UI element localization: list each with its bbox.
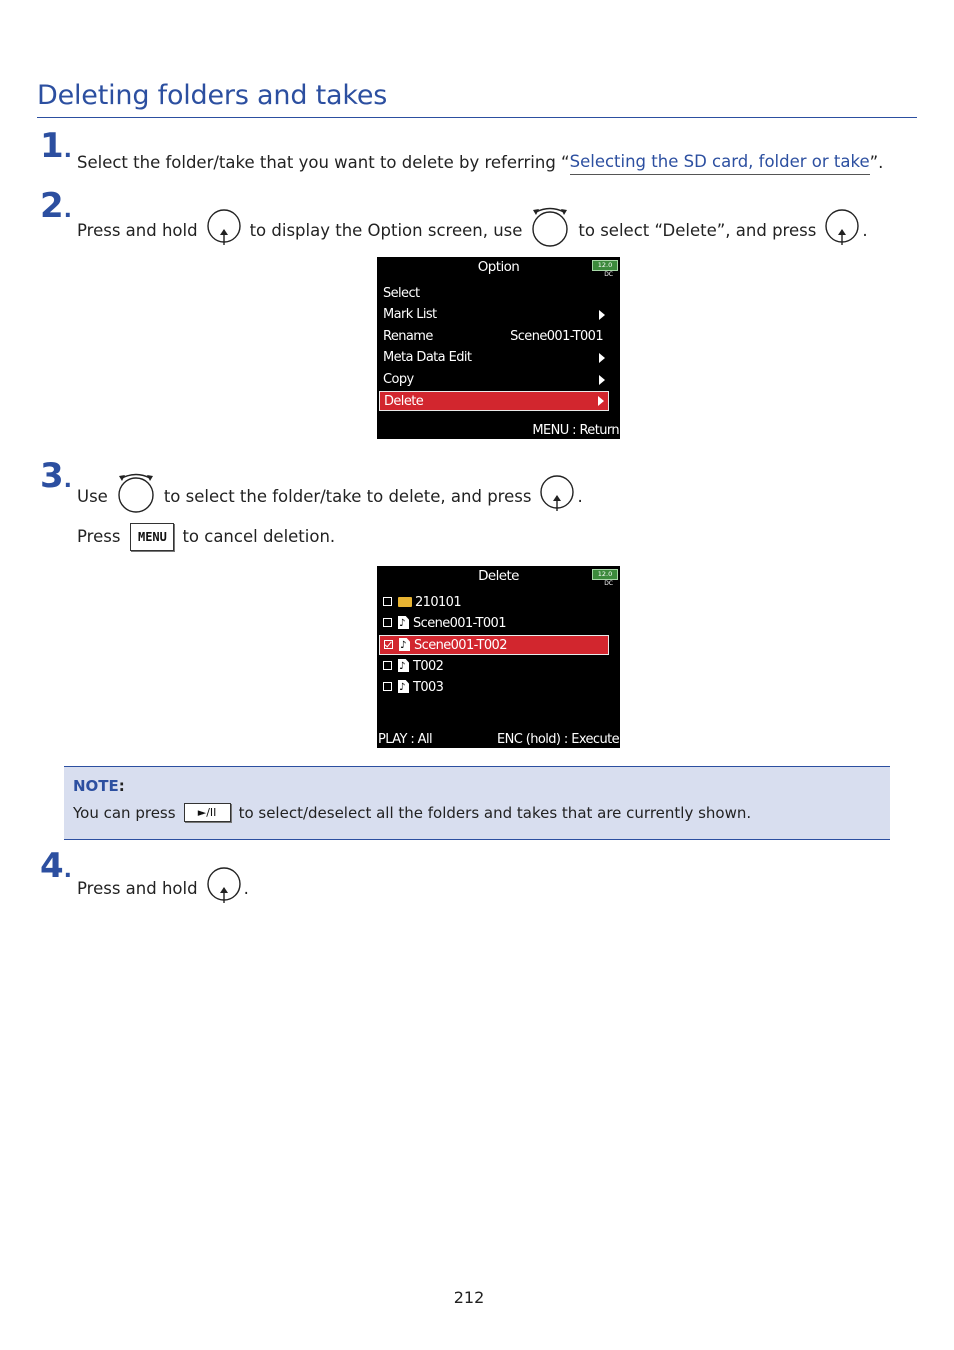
menu-item-meta-data-edit[interactable]: Meta Data Edit — [379, 348, 609, 368]
battery-icon: 12.0 — [592, 569, 618, 580]
audio-file-icon — [398, 680, 409, 693]
option-screen — [377, 257, 620, 439]
page-title: Deleting folders and takes — [37, 80, 917, 118]
step-number: 2. — [40, 186, 73, 226]
step-text: Press and hold — [77, 878, 198, 898]
screen-footer: MENU : Return — [532, 423, 619, 438]
power-source-label: DC — [604, 580, 613, 587]
list-item[interactable]: ♪T003 — [379, 678, 609, 698]
note-box — [64, 766, 890, 840]
checkbox-icon[interactable] — [383, 618, 392, 627]
step-text: Use — [77, 486, 108, 506]
folder-icon — [398, 597, 412, 607]
note-text: to select/deselect all the folders and takes that are currently shown. — [238, 803, 752, 822]
step-text: . — [862, 220, 868, 240]
step-text: to cancel deletion. — [182, 527, 336, 546]
encoder-rotate-icon — [116, 472, 156, 521]
checkbox-checked-icon[interactable] — [384, 640, 393, 649]
arrow-right-icon — [598, 396, 604, 406]
step-text: . — [243, 878, 249, 898]
delete-screen — [377, 566, 620, 748]
menu-item-rename[interactable]: Rename Scene001-T001 — [379, 327, 609, 347]
screen-footer-left: PLAY : All — [378, 732, 432, 747]
battery-icon: 12.0 — [592, 260, 618, 271]
step-text: Select the folder/take that you want to delete by referring “ — [77, 152, 570, 172]
screen-header: Delete — [478, 568, 519, 584]
screen-header: Option — [477, 259, 520, 275]
list-item[interactable]: ♪T002 — [379, 657, 609, 677]
step-number: 3. — [40, 456, 73, 496]
arrow-right-icon — [599, 353, 605, 363]
checkbox-icon[interactable] — [383, 661, 392, 670]
checkbox-icon[interactable] — [383, 597, 392, 606]
encoder-press-icon — [206, 208, 242, 253]
step-text: . — [577, 486, 583, 506]
power-source-label: DC — [604, 271, 613, 278]
encoder-press-icon — [206, 866, 242, 911]
step-text: ”. — [869, 152, 884, 172]
menu-item-mark-list[interactable]: Mark List — [379, 305, 609, 325]
checkbox-icon[interactable] — [383, 682, 392, 691]
step-number: 4. — [40, 846, 73, 886]
step-text: to select “Delete”, and press — [578, 220, 817, 240]
step-text: to display the Option screen, use — [249, 220, 523, 240]
step-number: 1. — [40, 126, 73, 166]
page-number: 212 — [453, 1288, 485, 1307]
menu-key-icon: MENU — [130, 523, 174, 551]
screen-footer-right: ENC (hold) : Execute — [497, 732, 619, 747]
encoder-press-icon — [539, 474, 575, 519]
play-pause-key-icon: ►/II — [184, 803, 231, 822]
encoder-rotate-icon — [530, 206, 570, 255]
rename-value: Scene001-T001 — [510, 329, 603, 344]
note-title: NOTE: — [73, 777, 125, 795]
step-text: to select the folder/take to delete, and press — [163, 486, 532, 506]
note-text: You can press — [73, 803, 176, 822]
menu-item-delete[interactable]: Delete — [379, 391, 609, 411]
menu-item-select[interactable]: Select — [383, 286, 420, 301]
reference-link[interactable]: Selecting the SD card, folder or take — [570, 150, 870, 175]
audio-file-icon — [399, 638, 410, 651]
arrow-right-icon — [599, 310, 605, 320]
menu-item-copy[interactable]: Copy — [379, 370, 609, 390]
list-item[interactable]: ♪Scene001-T002 — [379, 635, 609, 655]
audio-file-icon — [398, 616, 409, 629]
step-text: Press — [77, 527, 121, 546]
list-item[interactable]: ♪Scene001-T001 — [379, 614, 609, 634]
encoder-press-icon — [824, 208, 860, 253]
list-item[interactable]: 210101 — [379, 593, 609, 613]
arrow-right-icon — [599, 375, 605, 385]
audio-file-icon — [398, 659, 409, 672]
step-text: Press and hold — [77, 220, 198, 240]
